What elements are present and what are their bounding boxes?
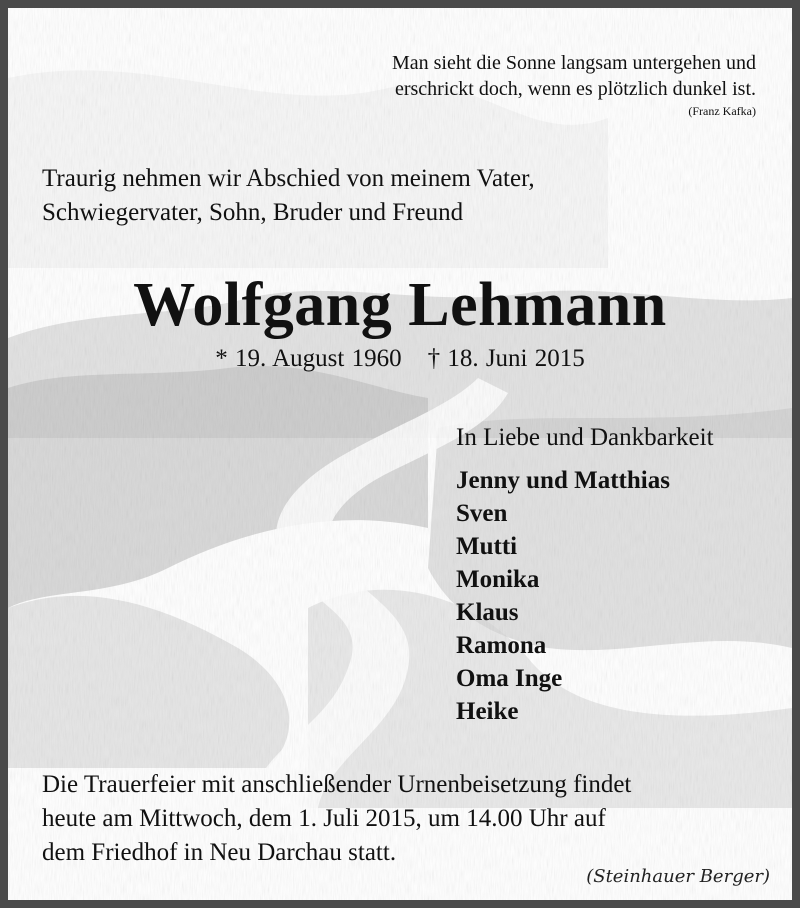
mourner-name: Monika (456, 566, 540, 593)
mourner-name: Heike (456, 698, 519, 725)
farewell-intro-line-2: Schwiegervater, Sohn, Bruder und Freund (42, 199, 464, 226)
mourner-name: Sven (456, 500, 508, 527)
ceremony-line-2: heute am Mittwoch, dem 1. Juli 2015, um 14.00 Uhr auf (42, 805, 606, 832)
mourners-block (456, 422, 714, 728)
mourner-name: Jenny und Matthias (456, 467, 670, 494)
stonemason-signature: (Steinhauer Berger) (586, 866, 770, 887)
quote-line-2: erschrickt doch, wenn es plötzlich dunkel ist. (394, 78, 756, 100)
ceremony-line-1: Die Trauerfeier mit anschließender Urnenbeisetzung findet (42, 771, 632, 798)
mourner-name: Ramona (456, 632, 547, 659)
mourner-name: Klaus (456, 599, 519, 626)
mourner-name: Oma Inge (456, 665, 563, 692)
birth-date: * 19. August 1960 (215, 345, 402, 372)
quote-author: (Franz Kafka) (688, 104, 756, 118)
death-date: † 18. Juni 2015 (427, 345, 585, 372)
life-dates (8, 343, 792, 375)
farewell-intro-line-1: Traurig nehmen wir Abschied von meinem Vater, (42, 165, 535, 192)
ceremony-line-3: dem Friedhof in Neu Darchau statt. (42, 839, 397, 866)
farewell-intro (42, 162, 535, 230)
mourners-list (456, 464, 714, 728)
quote-line-1: Man sieht die Sonne langsam untergehen und (391, 52, 756, 74)
deceased-name: Wolfgang Lehmann (133, 271, 667, 339)
mourners-intro: In Liebe und Dankbarkeit (456, 424, 714, 451)
mourner-name: Mutti (456, 533, 518, 560)
ceremony-info (42, 768, 631, 870)
quote-block (392, 50, 756, 118)
